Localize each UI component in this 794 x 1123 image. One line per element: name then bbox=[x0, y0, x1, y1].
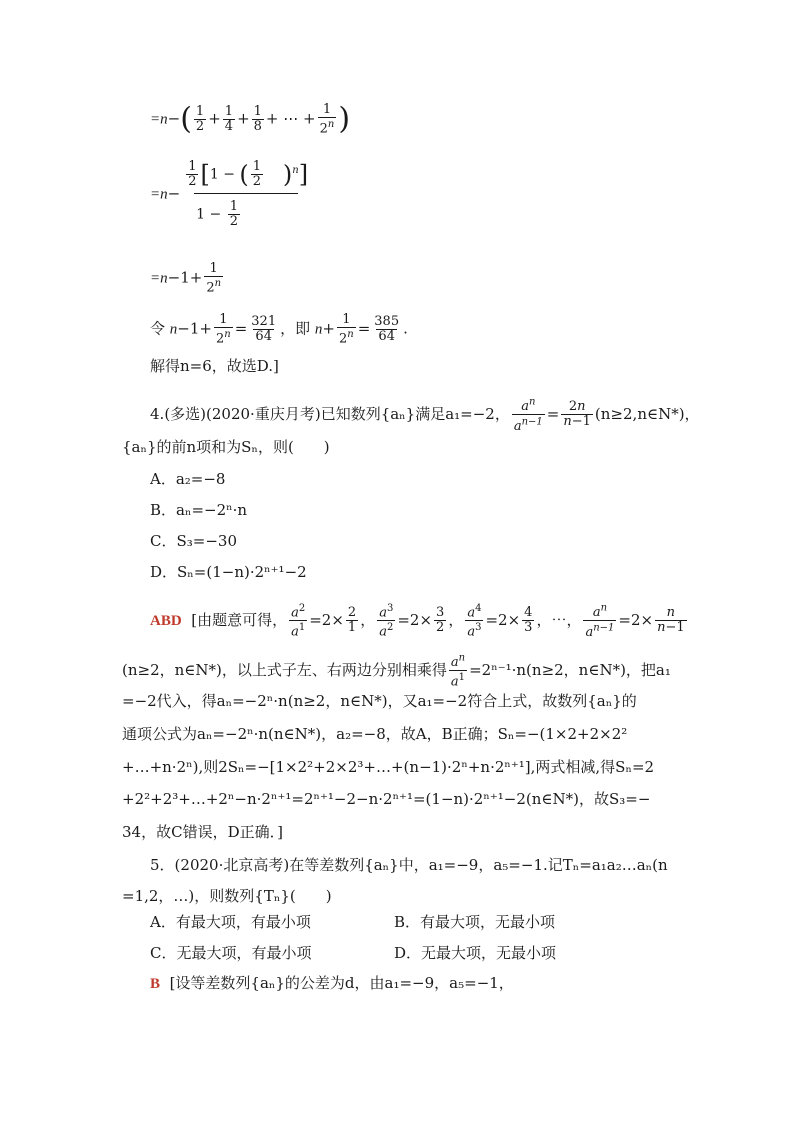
q4-stem-b: (n≥2,n∈N*)， bbox=[594, 404, 700, 423]
q4-option-c[interactable]: C．S₃=−30 bbox=[150, 532, 237, 550]
derivation-line-3: =n−1+ $\frac{1}{2^n}$ bbox=[150, 261, 222, 296]
q4-solution-line-2: (n≥2，n∈N*)，以上式子左、右两边分别相乘得 $\frac{a^n}{a^1}$ =2ⁿ⁻¹·n(n≥2，n∈N*)，把a₁ bbox=[122, 653, 671, 690]
q5-option-c[interactable]: C．无最大项，有最小项 bbox=[150, 944, 312, 962]
q4-stem-line-1: 4.(多选)(2020·重庆月考)已知数列{aₙ}满足a₁=−2， $\frac{a^n}{a^{n-1}}$ = $\frac{2n}{n-1}$ (n≥2,n∈N*)， bbox=[150, 397, 700, 434]
q4-option-a[interactable]: A．a₂=−8 bbox=[150, 470, 226, 488]
q4-solution-line-1: ABD [由题意可得， $\frac{a^2}{a^1}$ =2× $\frac{2}{1}$ ， $\frac{a^3}{a^2}$ =2× $\frac{3}{2}$ ， $\frac{a^4}{a^3}$ =2× $\frac{4}{3}$ ，⋯， $\frac{a^n}{a^{n-1}}$ =2× $\frac{n}{n-1}$ bbox=[150, 603, 685, 640]
q5-stem-line-2: =1,2，…)，则数列{Tₙ}( ) bbox=[122, 887, 332, 905]
q5-stem-line-1: 5．(2020·北京高考)在等差数列{aₙ}中，a₁=−9，a₅=−1.记Tₙ=a₁a₂…aₙ(n bbox=[150, 856, 668, 874]
derivation-line-2: =n− $\frac{1}{2}$ [1 − ( $\frac{1}{2}$ )$^n$] 1 − $\frac{1}{2}$ bbox=[150, 159, 309, 229]
q5-answer: B bbox=[150, 976, 161, 992]
q4-solution-line-6: +2²+2³+…+2ⁿ−n·2ⁿ⁺¹=2ⁿ⁺¹−2−n·2ⁿ⁺¹=(1−n)·2ⁿ⁺¹−2(n∈N*)，故S₃=− bbox=[122, 790, 651, 808]
q4-stem-a: 已知数列{aₙ}满足a₁=−2， bbox=[320, 404, 510, 423]
q4-sol-2b: =2ⁿ⁻¹·n(n≥2，n∈N*)，把a₁ bbox=[469, 660, 671, 679]
q4-number: 4. bbox=[150, 404, 165, 423]
derivation-line-4: 令 n−1+ $\frac{1}{2^n}$ = $\frac{321}{64}$ ，即 n+ $\frac{1}{2^n}$ = $\frac{385}{64}$ . bbox=[150, 312, 408, 347]
derivation-line-5: 解得n=6，故选D.] bbox=[150, 357, 279, 375]
q5-option-d[interactable]: D．无最大项，无最小项 bbox=[394, 944, 557, 962]
q4-stem-line-2: {aₙ}的前n项和为Sₙ，则( ) bbox=[122, 438, 330, 456]
derivation-line-1: =n−( $\frac{1}{2}$ + $\frac{1}{4}$ + $\frac{1}{8}$ + ⋯ + $\frac{1}{2^n}$ ) bbox=[150, 101, 351, 137]
q4-option-d[interactable]: D．Sₙ=(1−n)·2ⁿ⁺¹−2 bbox=[150, 563, 307, 581]
q5-solution-line-1 bbox=[150, 973, 514, 994]
q4-solution-line-4: 通项公式为aₙ=−2ⁿ·n(n∈N*)，a₂=−8，故A，B正确；Sₙ=−(1×2+2×2² bbox=[122, 725, 628, 743]
q5-option-a[interactable]: A．有最大项，有最小项 bbox=[150, 913, 311, 931]
q4-sol-1: [由题意可得， bbox=[191, 610, 288, 629]
q4-sol-2: (n≥2，n∈N*)，以上式子左、右两边分别相乘得 bbox=[122, 660, 447, 679]
q4-source: (2020·重庆月考) bbox=[206, 404, 321, 423]
q4-solution-line-5: +…+n·2ⁿ),则2Sₙ=−[1×2²+2×2³+…+(n−1)·2ⁿ+n·2ⁿ⁺¹],两式相减,得Sₙ=2 bbox=[122, 758, 655, 776]
q4-tag: (多选) bbox=[164, 404, 207, 423]
q5-sol-1: [设等差数列{aₙ}的公差为d，由a₁=−9，a₅=−1， bbox=[169, 974, 514, 992]
q4-solution-line-3: =−2代入，得aₙ=−2ⁿ·n(n≥2，n∈N*)，又a₁=−2符合上式，故数列{aₙ}的 bbox=[122, 692, 637, 710]
q4-solution-line-7: 34，故C错误，D正确．] bbox=[122, 823, 283, 841]
q5-option-b[interactable]: B．有最大项，无最小项 bbox=[394, 913, 556, 931]
q4-option-b[interactable]: B．aₙ=−2ⁿ·n bbox=[150, 501, 248, 519]
q4-answer: ABD bbox=[150, 612, 182, 629]
